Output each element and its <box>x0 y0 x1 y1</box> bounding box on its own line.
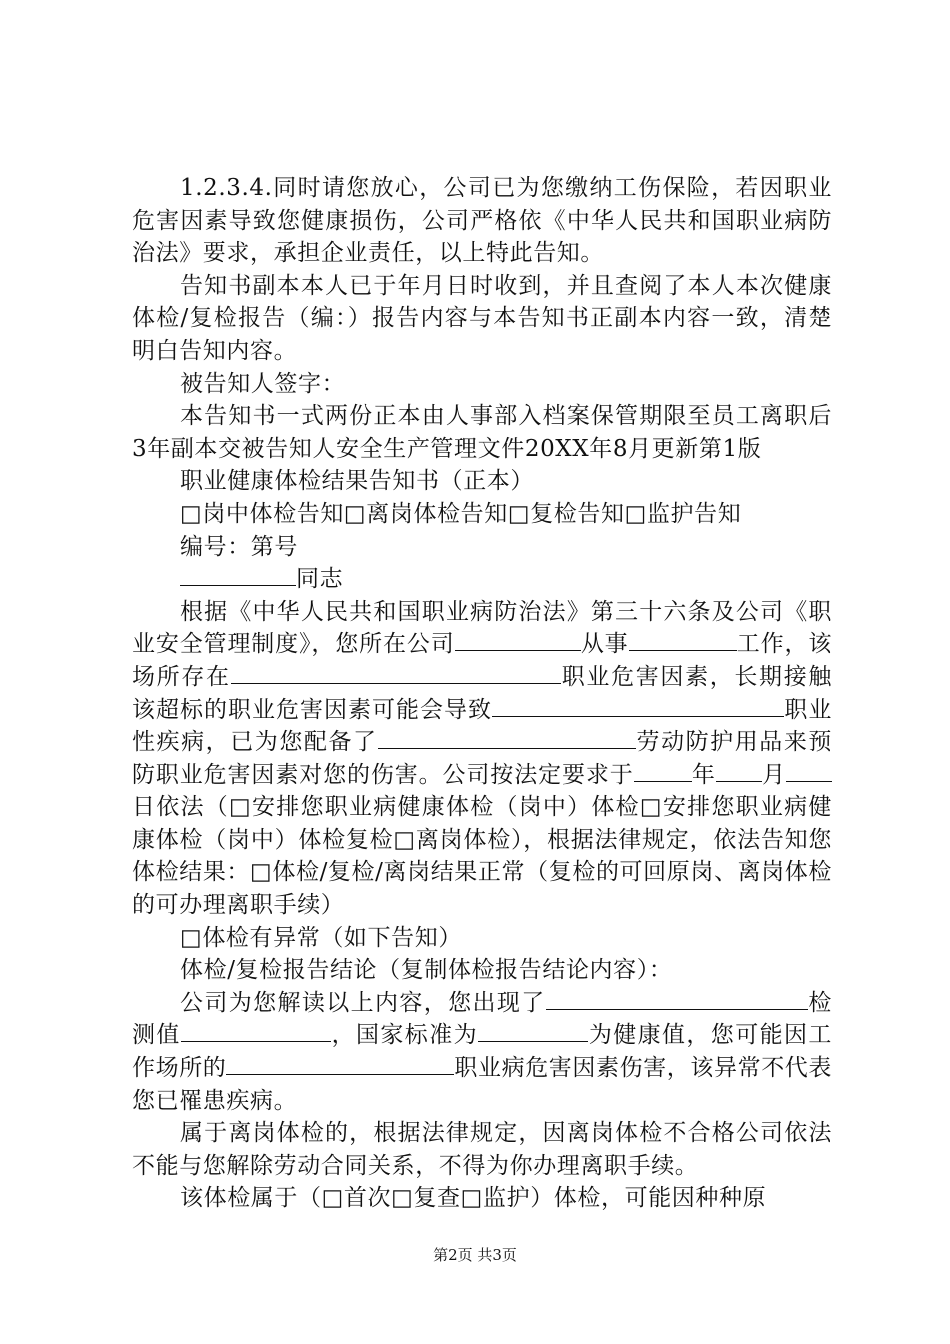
company-blank <box>455 628 581 651</box>
paragraph-text: 从事 <box>580 631 629 658</box>
paragraph-text: 工作，该场所存在 <box>132 631 832 690</box>
month-blank <box>716 759 762 782</box>
paragraph-text: 职业健康体检结果告知书（正本） <box>180 468 534 495</box>
paragraph-interpretation <box>132 987 832 1117</box>
paragraph-receipt-statement <box>132 270 832 368</box>
document-title <box>132 465 832 498</box>
paragraph-text: 告知书副本本人已于年月日时收到，并且查阅了本人本次健康体检/复检报告（编：）报告内容与本告知书正副本内容一致，清楚明白告知内容。 <box>132 272 832 364</box>
paragraph-text: 被告知人签字： <box>180 370 346 397</box>
measured-value-blank <box>181 1019 331 1042</box>
document-body <box>132 172 832 1215</box>
paragraph-text: 为健康值，您可能因工作场所的 <box>132 1022 833 1082</box>
paragraph-signature-label <box>132 368 832 401</box>
paragraph-text: 同志 <box>296 566 344 593</box>
paragraph-text: 劳动防护用品来预防职业危害因素对您的伤害。公司按法定要求于 <box>132 729 833 788</box>
paragraph-text: 职业病危害因素伤害，该异常不代表您已罹患疾病。 <box>132 1055 833 1114</box>
standard-value-blank <box>478 1019 588 1042</box>
paragraph-text: 编号：第号 <box>180 533 298 560</box>
paragraph-text: 该体检属于（□首次□复查□监护）体检，可能因种种原 <box>180 1185 767 1212</box>
paragraph-copies-note <box>132 400 832 465</box>
paragraph-text: 检测值 <box>132 989 832 1049</box>
paragraph-text: 1.2.3.4.同时请您放心，公司已为您缴纳工伤保险，若因职业危害因素导致您健康损伤，公司严格依《中华人民共和国职业病防治法》要求，承担企业责任，以上特此告知。 <box>132 175 832 267</box>
disease-blank-a <box>492 694 750 717</box>
paragraph-text: 职业性疾病，已为您配备了 <box>132 696 832 756</box>
report-conclusion-label <box>132 954 832 987</box>
paragraph-text: 月 <box>761 761 786 788</box>
ppe-blank <box>378 726 636 749</box>
paragraph-text: 体检/复检报告结论（复制体检报告结论内容）： <box>180 957 673 984</box>
paragraph-departure-rule <box>132 1117 832 1182</box>
finding-blank <box>546 987 808 1010</box>
paragraph-text: 日依法（□安排您职业病健康体检（岗中）体检□安排您职业病健康体检（岗中）体检复检□离岗体检），根据法律规定，依法告知您体检结果：□体检/复检/离岗结果正常（复检的可回原岗、离岗体检的可办理离职手续） <box>132 794 832 919</box>
paragraph-text: 公司为您解读以上内容，您出现了 <box>180 989 546 1016</box>
paragraph-text: 属于离岗体检的，根据法律规定，因离岗体检不合格公司依法不能与您解除劳动合同关系，不得为你办理离职手续。 <box>132 1120 832 1179</box>
paragraph-text: 职业危害因素，长期接触该超标的职业危害因素可能会导致 <box>132 663 832 723</box>
paragraph-text: 本告知书一式两份正本由人事部入档案保管期限至员工离职后3年副本交被告知人安全生产管理文件20XX年8月更新第1版 <box>132 403 832 462</box>
occupation-blank <box>629 628 737 651</box>
paragraph-exam-type <box>132 1182 832 1215</box>
paragraph-insurance-notice <box>132 172 832 270</box>
abnormal-option <box>132 922 832 955</box>
disease-blank-b <box>750 694 784 717</box>
addressee-line <box>132 563 832 596</box>
paragraph-text: 根据《中华人民共和国职业病防治法》第三十六条及公司《职业安全管理制度》，您所在公司 <box>132 598 832 658</box>
paragraph-legal-basis <box>132 596 832 922</box>
day-blank <box>786 759 832 782</box>
document-number <box>132 531 832 564</box>
paragraph-text: □体检有异常（如下告知） <box>180 924 462 951</box>
workplace-hazard-blank <box>226 1052 454 1075</box>
paragraph-text: 年 <box>691 761 716 788</box>
page-footer: 第2页 共3页 <box>433 1246 517 1264</box>
name-blank <box>180 563 296 586</box>
hazard-factor-blank <box>231 661 561 684</box>
notice-type-options <box>132 498 832 531</box>
paragraph-text: □岗中体检告知□离岗体检告知□复检告知□监护告知 <box>180 500 742 527</box>
paragraph-text: ，国家标准为 <box>330 1022 479 1049</box>
year-blank <box>634 759 692 782</box>
